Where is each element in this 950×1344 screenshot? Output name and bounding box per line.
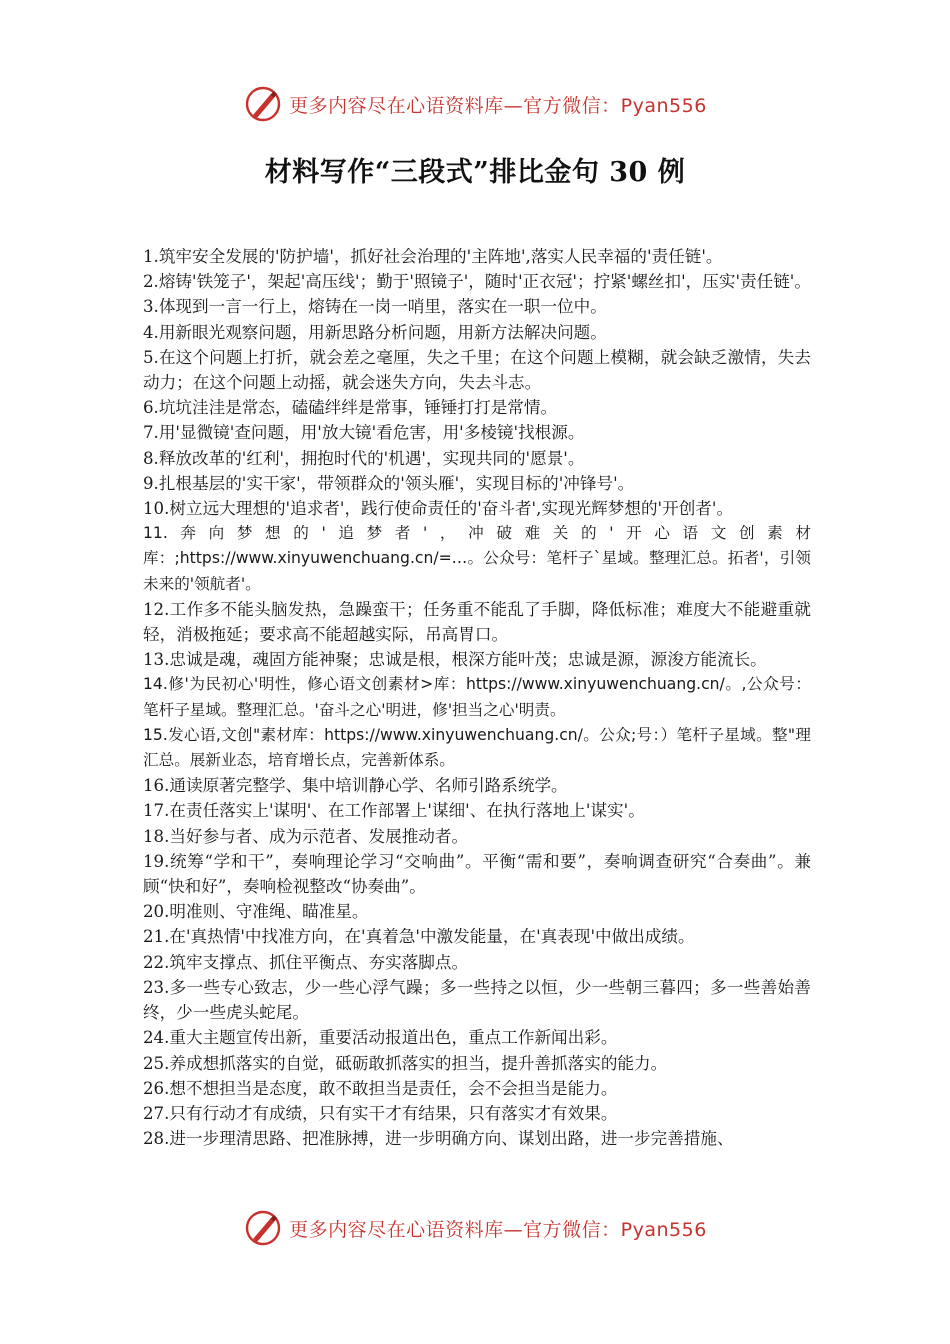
footer-banner xyxy=(0,1206,950,1250)
content-list xyxy=(143,244,811,1151)
pen-logo-icon xyxy=(243,1208,283,1248)
list-item: 2.熔铸'铁笼子'，架起'高压线'；勤于'照镜子'，随时'正衣冠'；拧紧'螺丝扣'，压实'责任链'。 xyxy=(143,272,811,292)
list-item: 7.用'显微镜'查问题，用'放大镜'看危害，用'多棱镜'找根源。 xyxy=(143,423,585,443)
list-item: 17.在责任落实上'谋明'、在工作部署上'谋细'、在执行落地上'谋实'。 xyxy=(143,801,645,821)
list-item: 9.扎根基层的'实干家'，带领群众的'领头雁'，实现目标的'冲锋号'。 xyxy=(143,473,635,493)
list-item: 27.只有行动才有成绩，只有实干才有结果，只有落实才有效果。 xyxy=(143,1103,618,1123)
list-item: 16.通读原著完整学、集中培训静心学、名师引路系统学。 xyxy=(143,776,568,796)
list-item: 3.体现到一言一行上，熔铸在一岗一哨里，落实在一职一位中。 xyxy=(143,297,607,317)
list-item: 15.发心语,文创"素材库：https://www.xinyuwenchuang.cn/。公众;号：）笔杆子星域。整"理汇总。展新业态，培育增长点，完善新体系。 xyxy=(143,725,811,770)
list-item: 23.多一些专心致志，少一些心浮气躁；多一些持之以恒，少一些朝三暮四；多一些善始善终，少一些虎头蛇尾。 xyxy=(143,977,811,1023)
pen-logo-icon xyxy=(243,84,283,124)
list-item: 12.工作多不能头脑发热，急躁蛮干；任务重不能乱了手脚，降低标准；难度大不能避重就轻，消极拖延；要求高不能超越实际，吊高胃口。 xyxy=(143,599,811,645)
list-item: 25.养成想抓落实的自觉，砥砺敢抓落实的担当，提升善抓落实的能力。 xyxy=(143,1053,668,1073)
list-item: 26.想不想担当是态度，敢不敢担当是责任，会不会担当是能力。 xyxy=(143,1078,618,1098)
header-banner xyxy=(0,82,950,126)
list-item: 18.当好参与者、成为示范者、发展推动者。 xyxy=(143,826,469,846)
footer-banner-text: 更多内容尽在心语资料库—官方微信：Pyan556 xyxy=(289,1218,707,1241)
list-item: 22.筑牢支撑点、抓住平衡点、夯实落脚点。 xyxy=(143,952,469,972)
list-item: 5.在这个问题上打折，就会差之毫厘，失之千里；在这个问题上模糊，就会缺乏激情，失去动力；在这个问题上动摇，就会迷失方向，失去斗志。 xyxy=(143,347,811,393)
list-item: 1.筑牢安全发展的'防护墙'，抓好社会治理的'主阵地',落实人民幸福的'责任链'。 xyxy=(143,247,723,266)
list-item: 13.忠诚是魂，魂固方能神聚；忠诚是根，根深方能叶茂；忠诚是源，源浚方能流长。 xyxy=(143,650,767,670)
list-item: 10.树立远大理想的'追求者'，践行使命责任的'奋斗者',实现光辉梦想的'开创者'。 xyxy=(143,499,734,519)
list-item: 28.进一步理清思路、把准脉搏，进一步明确方向、谋划出路，进一步完善措施、 xyxy=(143,1129,734,1149)
list-item: 20.明准则、守准绳、瞄准星。 xyxy=(143,902,369,922)
list-item: 4.用新眼光观察问题，用新思路分析问题，用新方法解决问题。 xyxy=(143,322,607,342)
list-item: 11.奔向梦想的'追梦者'，冲破难关的'开心语文创素材库：;https://www.xinyuwenchuang.cn/=…。公众号：笔杆子`星域。整理汇总。拓者'，引领未来的'领航者'。 xyxy=(143,524,811,593)
list-item: 8.释放改革的'红利'，拥抱时代的'机遇'，实现共同的'愿景'。 xyxy=(143,448,585,468)
list-item: 21.在'真热情'中找准方向，在'真着急'中激发能量，在'真表现'中做出成绩。 xyxy=(143,927,695,947)
list-item: 6.坑坑洼洼是常态，磕磕绊绊是常事，锤锤打打是常情。 xyxy=(143,398,558,418)
list-item: 19.统筹“学和干”，奏响理论学习“交响曲”。平衡“需和要”，奏响调查研究“合奏曲”。兼顾“快和好”，奏响检视整改“协奏曲”。 xyxy=(143,851,811,897)
page-title: 材料写作“三段式”排比金句 30 例 xyxy=(264,157,686,188)
list-item: 24.重大主题宣传出新，重要活动报道出色，重点工作新闻出彩。 xyxy=(143,1028,618,1048)
header-banner-text: 更多内容尽在心语资料库—官方微信：Pyan556 xyxy=(289,94,707,117)
list-item: 14.修'为民初心'明性，修心语文创素材>库：https://www.xinyuwenchuang.cn/。,公众号：笔杆子星域。整理汇总。'奋斗之心'明进，修'担当之心'明责。 xyxy=(143,675,811,719)
